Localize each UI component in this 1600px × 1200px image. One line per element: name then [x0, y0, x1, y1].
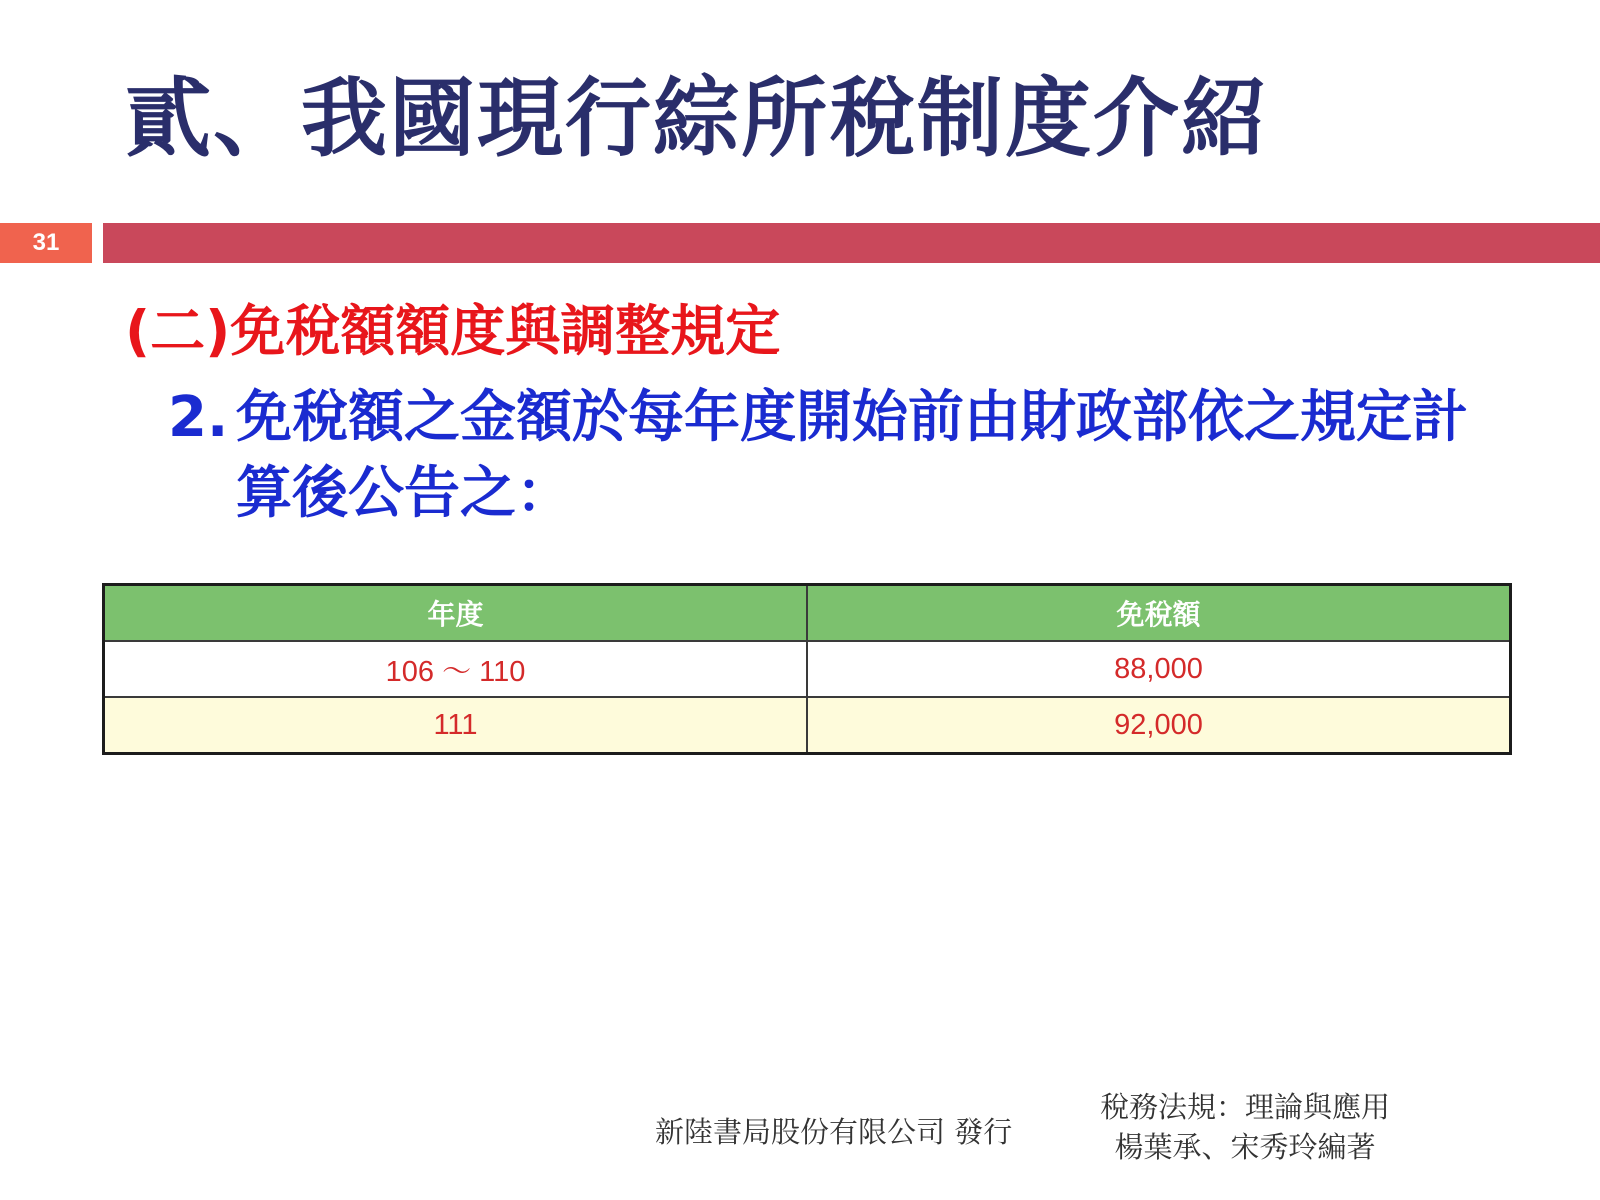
- slide-title: 貳、我國現行綜所稅制度介紹: [125, 69, 1269, 169]
- exemption-table: [102, 583, 1512, 755]
- item-number: 2.: [168, 385, 229, 450]
- page-number-badge: 31: [0, 223, 92, 263]
- cell-year: 111: [104, 697, 808, 754]
- accent-bar: [103, 223, 1600, 263]
- section-heading: (二)免稅額額度與調整規定: [125, 299, 781, 363]
- table-row: [104, 641, 1511, 697]
- table-header-row: [104, 585, 1511, 642]
- cell-amount: 92,000: [807, 697, 1511, 754]
- header-exemption: 免稅額: [807, 585, 1511, 642]
- item-text: 免稅額之金額於每年度開始前由財政部依之規定計算後公告之：: [236, 385, 1468, 526]
- cell-year: 106 ～ 110: [104, 641, 808, 697]
- footer-book-info: [1080, 1087, 1410, 1167]
- cell-amount: 88,000: [807, 641, 1511, 697]
- header-year: 年度: [104, 585, 808, 642]
- footer-authors: 楊葉承、宋秀玲編著: [1114, 1130, 1376, 1164]
- item-block: [168, 380, 1498, 532]
- footer-publisher: 新陸書局股份有限公司 發行: [655, 1115, 1013, 1149]
- table-row: [104, 697, 1511, 754]
- footer-book-title: 稅務法規：理論與應用: [1099, 1090, 1390, 1124]
